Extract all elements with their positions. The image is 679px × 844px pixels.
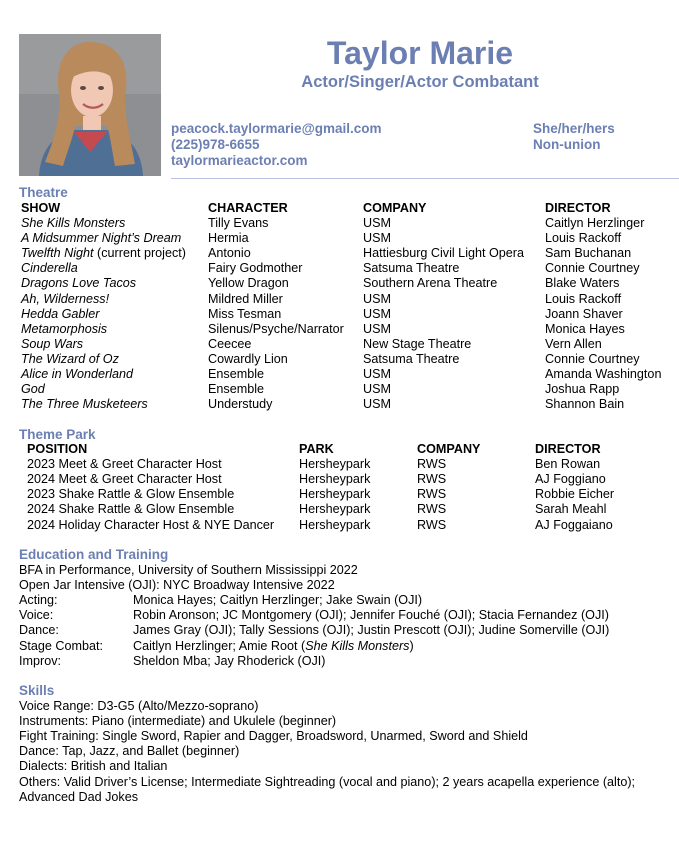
company-cell: Southern Arena Theatre xyxy=(363,276,498,291)
character-cell: Mildred Miller xyxy=(208,291,283,306)
park-cell: Hersheypark xyxy=(299,472,371,487)
director-cell: Caitlyn Herzlinger xyxy=(545,216,645,230)
show-title: Hedda Gabler xyxy=(21,306,100,321)
phone-number: (225)978-6655 xyxy=(171,137,260,152)
park-cell: Hersheypark xyxy=(299,457,371,472)
company-cell: RWS xyxy=(417,487,447,502)
director-cell: Sam Buchanan xyxy=(545,246,632,261)
show-title: She Kills Monsters xyxy=(21,216,126,230)
table-row xyxy=(0,337,679,352)
section-title-education: Education and Training xyxy=(19,547,169,562)
table-row xyxy=(0,231,679,246)
company-cell: Satsuma Theatre xyxy=(363,261,460,276)
section-title-theatre: Theatre xyxy=(19,185,68,200)
character-cell: Antonio xyxy=(208,246,251,261)
email-link[interactable]: peacock.taylormarie@gmail.com xyxy=(171,121,382,136)
director-cell: Vern Allen xyxy=(545,336,602,351)
company-cell: USM xyxy=(363,306,391,321)
training-value: Sheldon Mba; Jay Rhoderick (OJI) xyxy=(133,653,326,668)
director-cell: Ben Rowan xyxy=(535,457,601,472)
park-col-director: DIRECTOR xyxy=(535,442,601,456)
character-cell: Ensemble xyxy=(208,382,265,397)
table-row xyxy=(0,487,679,502)
company-cell: RWS xyxy=(417,502,447,517)
training-value: Caitlyn Herzlinger; Amie Root ( xyxy=(133,638,306,653)
table-row xyxy=(0,292,679,307)
training-row xyxy=(0,654,679,669)
director-cell: Monica Hayes xyxy=(545,321,625,336)
skill-text: Dance: Tap, Jazz, and Ballet (beginner) xyxy=(19,744,240,759)
skill-text: Fight Training: Single Sword, Rapier and Dagger, Broadsword, Unarmed, Sword and Shield xyxy=(19,729,528,744)
table-row xyxy=(0,502,679,517)
list-item xyxy=(0,759,679,774)
headshot-photo xyxy=(19,34,161,176)
show-title: Cinderella xyxy=(21,261,78,276)
show-title: Twelfth Night xyxy=(21,246,94,261)
header-divider xyxy=(171,178,679,179)
headshot-image xyxy=(19,34,161,176)
show-title: Alice in Wonderland xyxy=(21,367,134,381)
park-cell: Hersheypark xyxy=(299,487,371,502)
training-value: Monica Hayes; Caitlyn Herzlinger; Jake Swain (OJI) xyxy=(133,593,423,608)
show-title: A Midsummer Night’s Dream xyxy=(21,231,182,246)
character-cell: Tilly Evans xyxy=(208,216,269,230)
table-row xyxy=(0,367,679,382)
table-row xyxy=(0,457,679,472)
table-row xyxy=(0,246,679,261)
skill-text: Dialects: British and Italian xyxy=(19,759,168,774)
table-row xyxy=(0,261,679,276)
show-title: Metamorphosis xyxy=(21,321,108,336)
training-row xyxy=(0,639,679,654)
director-cell: Amanda Washington xyxy=(545,367,662,381)
director-cell: AJ Foggaiano xyxy=(535,517,613,532)
character-cell: Fairy Godmother xyxy=(208,261,303,276)
position-cell: 2024 Meet & Greet Character Host xyxy=(27,472,222,487)
section-title-theme-park: Theme Park xyxy=(19,427,96,442)
table-row xyxy=(0,322,679,337)
company-cell: USM xyxy=(363,321,391,336)
list-item xyxy=(0,775,679,790)
director-cell: Sarah Meahl xyxy=(535,502,607,517)
training-value: James Gray (OJI); Tally Sessions (OJI); Justin Prescott (OJI); Judine Somerville (OJI) xyxy=(133,623,610,638)
character-cell: Ceecee xyxy=(208,336,252,351)
company-cell: USM xyxy=(363,367,391,381)
training-row xyxy=(0,608,679,623)
intensive-line xyxy=(0,578,679,593)
position-cell: 2023 Shake Rattle & Glow Ensemble xyxy=(27,487,235,502)
theatre-header-row xyxy=(0,201,679,216)
table-row xyxy=(0,397,679,412)
list-item xyxy=(0,790,679,805)
section-title-skills: Skills xyxy=(19,683,55,698)
show-title: The Three Musketeers xyxy=(21,397,148,412)
character-cell: Miss Tesman xyxy=(208,306,282,321)
table-row xyxy=(0,382,679,397)
candidate-tagline: Actor/Singer/Actor Combatant xyxy=(301,73,539,91)
training-label: Dance: xyxy=(19,623,59,638)
director-cell: Shannon Bain xyxy=(545,397,625,412)
theatre-col-character: CHARACTER xyxy=(208,201,288,215)
park-col-company: COMPANY xyxy=(417,442,481,456)
character-cell: Understudy xyxy=(208,397,273,412)
show-title: God xyxy=(21,382,45,397)
director-cell: AJ Foggiano xyxy=(535,472,606,487)
theme-park-header-row xyxy=(0,442,679,457)
list-item xyxy=(0,729,679,744)
website-link[interactable]: taylormarieactor.com xyxy=(171,153,308,168)
show-title: Soup Wars xyxy=(21,336,84,351)
park-col-park: PARK xyxy=(299,442,334,456)
table-row xyxy=(0,472,679,487)
training-row xyxy=(0,593,679,608)
park-cell: Hersheypark xyxy=(299,517,371,532)
show-title: Dragons Love Tacos xyxy=(21,276,137,291)
director-cell: Louis Rackoff xyxy=(545,231,622,246)
training-value-italic: She Kills Monsters xyxy=(305,638,410,653)
intensive-text: Open Jar Intensive (OJI): NYC Broadway Intensive 2022 xyxy=(19,578,335,593)
company-cell: USM xyxy=(363,291,391,306)
director-cell: Joann Shaver xyxy=(545,306,623,321)
director-cell: Robbie Eicher xyxy=(535,487,615,502)
position-cell: 2024 Shake Rattle & Glow Ensemble xyxy=(27,502,235,517)
company-cell: RWS xyxy=(417,517,447,532)
table-row xyxy=(0,307,679,322)
training-value-suffix: ) xyxy=(409,638,414,653)
table-row xyxy=(0,518,679,533)
position-cell: 2024 Holiday Character Host & NYE Dancer xyxy=(27,517,275,532)
company-cell: New Stage Theatre xyxy=(363,336,472,351)
company-cell: USM xyxy=(363,216,391,230)
director-cell: Connie Courtney xyxy=(545,261,640,276)
training-label: Improv: xyxy=(19,653,61,668)
company-cell: USM xyxy=(363,231,391,246)
theatre-col-director: DIRECTOR xyxy=(545,201,611,215)
show-title: Ah, Wilderness! xyxy=(21,291,110,306)
list-item xyxy=(0,744,679,759)
company-cell: RWS xyxy=(417,472,447,487)
skill-text: Voice Range: D3-G5 (Alto/Mezzo-soprano) xyxy=(19,699,259,713)
training-row xyxy=(0,623,679,638)
candidate-name: Taylor Marie xyxy=(326,35,514,71)
theatre-col-company: COMPANY xyxy=(363,201,427,215)
union-status: Non-union xyxy=(533,137,601,152)
director-cell: Connie Courtney xyxy=(545,351,640,366)
training-value: Robin Aronson; JC Montgomery (OJI); Jennifer Fouché (OJI); Stacia Fernandez (OJI) xyxy=(133,608,609,623)
list-item xyxy=(0,699,679,714)
table-row xyxy=(0,216,679,231)
skill-text: Others: Valid Driver’s License; Intermediate Sightreading (vocal and piano); 2 years acapella experience (alto); xyxy=(19,774,636,789)
show-note: (current project) xyxy=(93,246,186,261)
park-cell: Hersheypark xyxy=(299,502,371,517)
character-cell: Ensemble xyxy=(208,367,265,381)
character-cell: Hermia xyxy=(208,231,249,246)
character-cell: Cowardly Lion xyxy=(208,351,288,366)
table-row xyxy=(0,352,679,367)
training-label: Acting: xyxy=(19,593,58,608)
character-cell: Silenus/Psyche/Narrator xyxy=(208,321,344,336)
skill-text: Instruments: Piano (intermediate) and Ukulele (beginner) xyxy=(19,714,337,729)
director-cell: Blake Waters xyxy=(545,276,620,291)
character-cell: Yellow Dragon xyxy=(208,276,289,291)
position-cell: 2023 Meet & Greet Character Host xyxy=(27,457,222,472)
pronouns: She/her/hers xyxy=(533,121,615,136)
degree-text: BFA in Performance, University of Southern Mississippi 2022 xyxy=(19,563,358,577)
degree-line xyxy=(0,563,679,578)
director-cell: Joshua Rapp xyxy=(545,382,620,397)
theatre-col-show: SHOW xyxy=(21,201,61,215)
park-col-position: POSITION xyxy=(27,442,88,456)
company-cell: RWS xyxy=(417,457,447,472)
company-cell: Hattiesburg Civil Light Opera xyxy=(363,246,524,261)
company-cell: Satsuma Theatre xyxy=(363,351,460,366)
company-cell: USM xyxy=(363,397,391,412)
director-cell: Louis Rackoff xyxy=(545,291,622,306)
list-item xyxy=(0,714,679,729)
company-cell: USM xyxy=(363,382,391,397)
show-title: The Wizard of Oz xyxy=(21,351,119,366)
training-label: Voice: xyxy=(19,608,54,623)
training-label: Stage Combat: xyxy=(19,638,104,653)
skill-text: Advanced Dad Jokes xyxy=(19,789,139,804)
table-row xyxy=(0,276,679,291)
